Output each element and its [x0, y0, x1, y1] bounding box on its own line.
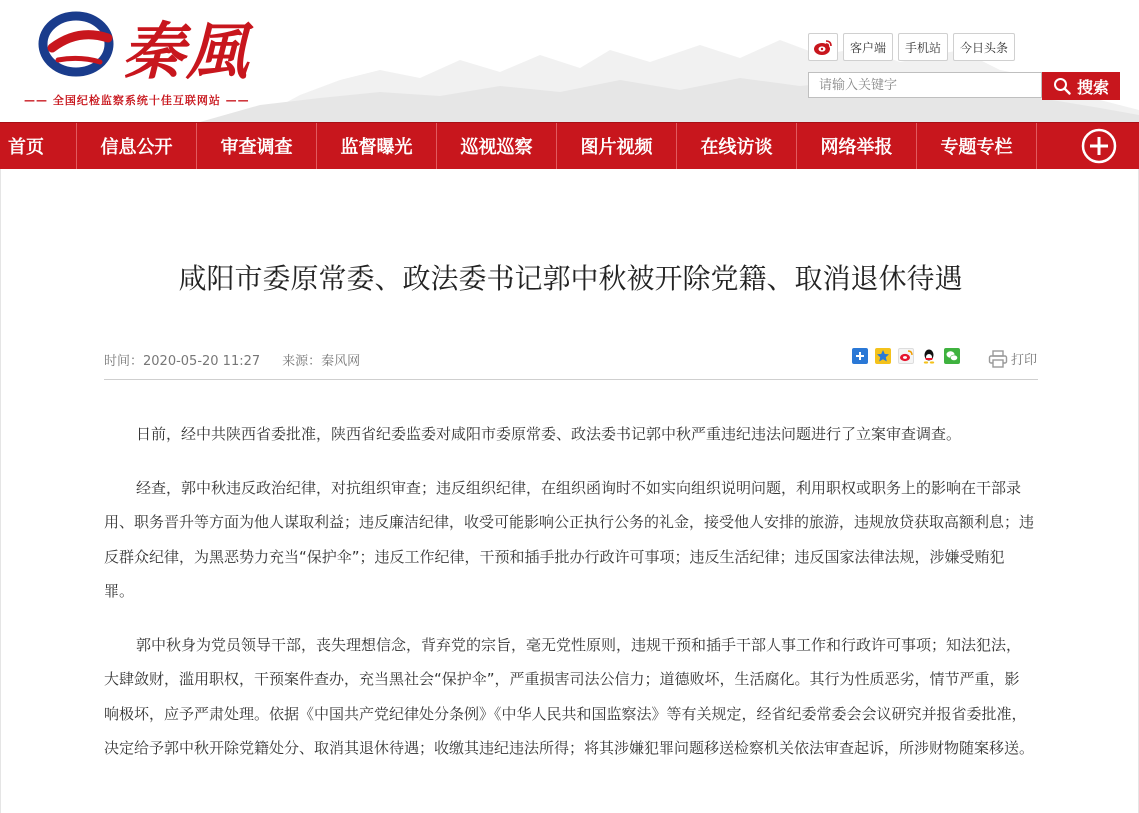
wechat-icon: [945, 349, 959, 363]
article-paragraph: 郭中秋身为党员领导干部，丧失理想信念，背弃党的宗旨，毫无党性原则，违规干预和插手干部人事工作和行政许可事项；知法犯法，大肆敛财，滥用职权，干预案件查办，充当黑社会“保护伞”，严重损害司法公信力；道德败坏，生活腐化。其行为性质恶劣，情节严重，影响极坏，应予严肃处理。依据《中国共产党纪律处分条例》《中华人民共和国监察法》等有关规定，经省纪委常委会会议研究并报省委批准，决定给予郭中秋开除党籍处分、取消其退休待遇；收缴其违纪违法所得；将其涉嫌犯罪问题移送检察机关依法审查起诉，所涉财物随案移送。: [104, 635, 1035, 757]
nav-item-online-report[interactable]: 网络举报: [797, 123, 917, 169]
nav-item-online-interview[interactable]: 在线访谈: [677, 123, 797, 169]
nav-item-special-topics[interactable]: 专题专栏: [917, 123, 1037, 169]
nav-item-photo-video[interactable]: 图片视频: [557, 123, 677, 169]
article-paragraph: 日前，经中共陕西省委批准，陕西省纪委监委对咸阳市委原常委、政法委书记郭中秋严重违纪违法问题进行了立案审查调查。: [136, 425, 962, 443]
article-body: [104, 417, 1034, 785]
article-source: 来源：秦风网: [282, 354, 361, 369]
nav-more-button[interactable]: [1037, 123, 1139, 169]
article-paragraph: 经查，郭中秋违反政治纪律，对抗组织审查；违反组织纪律，在组织函询时不如实向组织说明问题，利用职权或职务上的影响在干部录用、职务晋升等方面为他人谋取利益；违反廉洁纪律，收受可能影响公正执行公务的礼金，接受他人安排的旅游，违规放贷获取高额利息；违反群众纪律，为黑恶势力充当“保护伞”；违反工作纪律，干预和插手批办行政许可事项；违反生活纪律；违反国家法律法规，涉嫌受贿犯罪。: [104, 478, 1035, 600]
publish-time: 时间：2020-05-20 11:27: [104, 354, 261, 369]
share-weibo[interactable]: [898, 348, 914, 364]
print-label: 打印: [1011, 353, 1038, 368]
article-container: [0, 169, 1139, 813]
nav-item-info-disclosure[interactable]: 信息公开: [77, 123, 197, 169]
qzone-icon: [876, 349, 890, 363]
logo-text[interactable]: 秦風: [122, 15, 251, 88]
share-bar: [852, 348, 960, 364]
nav-item-inspection[interactable]: 巡视巡察: [437, 123, 557, 169]
weibo-icon: [813, 38, 833, 56]
share-wechat[interactable]: [944, 348, 960, 364]
meta-divider: [104, 379, 1038, 380]
share-more[interactable]: [852, 348, 868, 364]
print-button[interactable]: [988, 349, 1037, 368]
search-button[interactable]: [1042, 72, 1120, 100]
toutiao-link[interactable]: 今日头条: [953, 33, 1015, 61]
top-links: [808, 33, 1015, 61]
share-plus-icon: [854, 350, 866, 362]
nav-item-supervision-exposure[interactable]: 监督曝光: [317, 123, 437, 169]
qq-icon: [921, 348, 937, 364]
site-slogan: —— 全国纪检监察系统十佳互联网站 ——: [24, 94, 250, 107]
site-header: [0, 0, 1139, 122]
share-qq[interactable]: [921, 348, 937, 364]
nav-item-home[interactable]: 首页: [0, 123, 77, 169]
search-input[interactable]: [808, 72, 1042, 98]
nav-item-review-investigation[interactable]: 审查调查: [197, 123, 317, 169]
search-icon: [1053, 77, 1071, 95]
client-link[interactable]: 客户端: [843, 33, 893, 61]
search-box: [808, 72, 1120, 100]
article-title: 咸阳市委原常委、政法委书记郭中秋被开除党籍、取消退休待遇: [178, 262, 963, 295]
printer-icon: [988, 350, 1008, 368]
mobile-site-link[interactable]: 手机站: [898, 33, 948, 61]
share-qzone[interactable]: [875, 348, 891, 364]
article-meta: [104, 350, 360, 369]
sina-weibo-icon: [899, 349, 913, 363]
logo-mark: [38, 8, 118, 78]
search-button-label: 搜索: [1076, 77, 1109, 97]
weibo-link[interactable]: [808, 33, 838, 61]
plus-icon: [1081, 128, 1117, 164]
main-nav: [0, 122, 1139, 169]
